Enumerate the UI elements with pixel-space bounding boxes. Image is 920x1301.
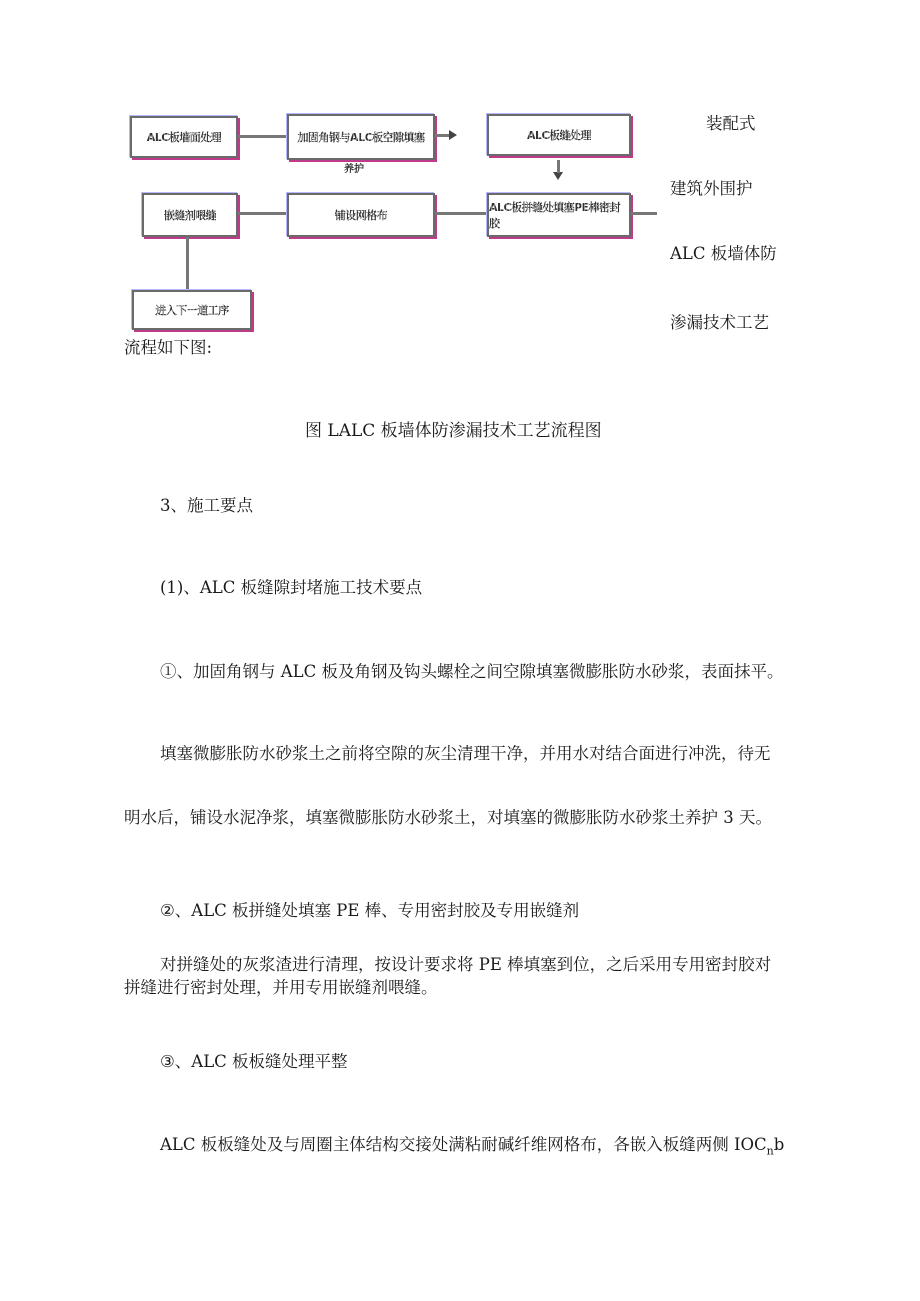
flow-box-6	[487, 193, 631, 237]
item-3-para-line-1	[160, 1133, 784, 1163]
side-title-line-4: 渗漏技术工艺	[670, 313, 769, 332]
connector-line	[238, 212, 288, 215]
item-3-para-end: b	[773, 1135, 785, 1154]
item-2-para-line-1: 对拼缝处的灰浆渣进行清理，按设计要求将 PE 棒填塞到位，之后采用专用密封胶对	[160, 955, 772, 974]
connector-line	[435, 212, 487, 215]
flow-box-label: ALC板拼缝处填塞PE棒密封胶	[489, 199, 629, 231]
item-2-title: ②、ALC 板拼缝处填塞 PE 棒、专用密封胶及专用嵌缝剂	[160, 901, 580, 920]
flow-box-label: 铺设网格布	[334, 209, 388, 222]
item-3-title: ③、ALC 板板缝处理平整	[160, 1052, 348, 1071]
side-title-line-1: 装配式	[706, 114, 756, 133]
intro-tail: 流程如下图:	[124, 338, 213, 357]
item-3-para-sub: n	[766, 1144, 774, 1158]
item-2-para-line-2: 拼缝进行密封处理，并用专用嵌缝剂喂缝。	[124, 978, 438, 997]
figure-caption: 图 LALC 板墙体防渗漏技术工艺流程图	[305, 421, 602, 441]
connector-line	[631, 212, 657, 215]
flow-box-label: 嵌缝剂喂缝	[163, 209, 217, 222]
flow-box-label: ALC板缝处理	[526, 129, 592, 142]
connector-line	[557, 160, 560, 173]
section-heading: 3、施工要点	[160, 496, 253, 515]
flow-box-1	[130, 116, 238, 158]
item-1-para-line-2: 明水后，铺设水泥净浆，填塞微膨胀防水砂浆土，对填塞的微膨胀防水砂浆土养护 3 天。	[124, 808, 772, 827]
item-1-para-line-1: 填塞微膨胀防水砂浆土之前将空隙的灰尘清理干净，并用水对结合面进行冲洗，待无	[160, 744, 771, 763]
connector-line	[186, 237, 189, 290]
side-title-line-3: ALC 板墙体防	[670, 244, 777, 263]
arrow-right-icon	[449, 130, 457, 140]
side-title-line-2: 建筑外围护	[670, 179, 753, 198]
sub-heading-1: (1)、ALC 板缝隙封堵施工技术要点	[160, 578, 423, 597]
flow-mid-label: 养护	[344, 164, 364, 175]
flow-box-7	[132, 290, 252, 330]
item-1-title: ①、加固角钢与 ALC 板及角钢及钩头螺栓之间空隙填塞微膨胀防水砂浆，表面抹平。	[160, 662, 784, 681]
flow-box-label: 加固角钢与ALC板空隙填塞	[297, 131, 425, 144]
item-3-para-main: ALC 板板缝处及与周圈主体结构交接处满粘耐碱纤维网格布，各嵌入板缝两侧 IOC	[160, 1135, 767, 1154]
flow-box-label: ALC板墙面处理	[146, 131, 222, 144]
flow-box-label: 进入下一道工序	[155, 304, 229, 317]
flow-box-5	[287, 193, 435, 237]
flow-box-3	[487, 114, 631, 156]
flow-box-2	[287, 114, 435, 160]
arrow-down-icon	[553, 172, 563, 180]
connector-line	[435, 134, 449, 137]
connector-line	[238, 135, 288, 138]
flow-box-4	[142, 193, 238, 237]
